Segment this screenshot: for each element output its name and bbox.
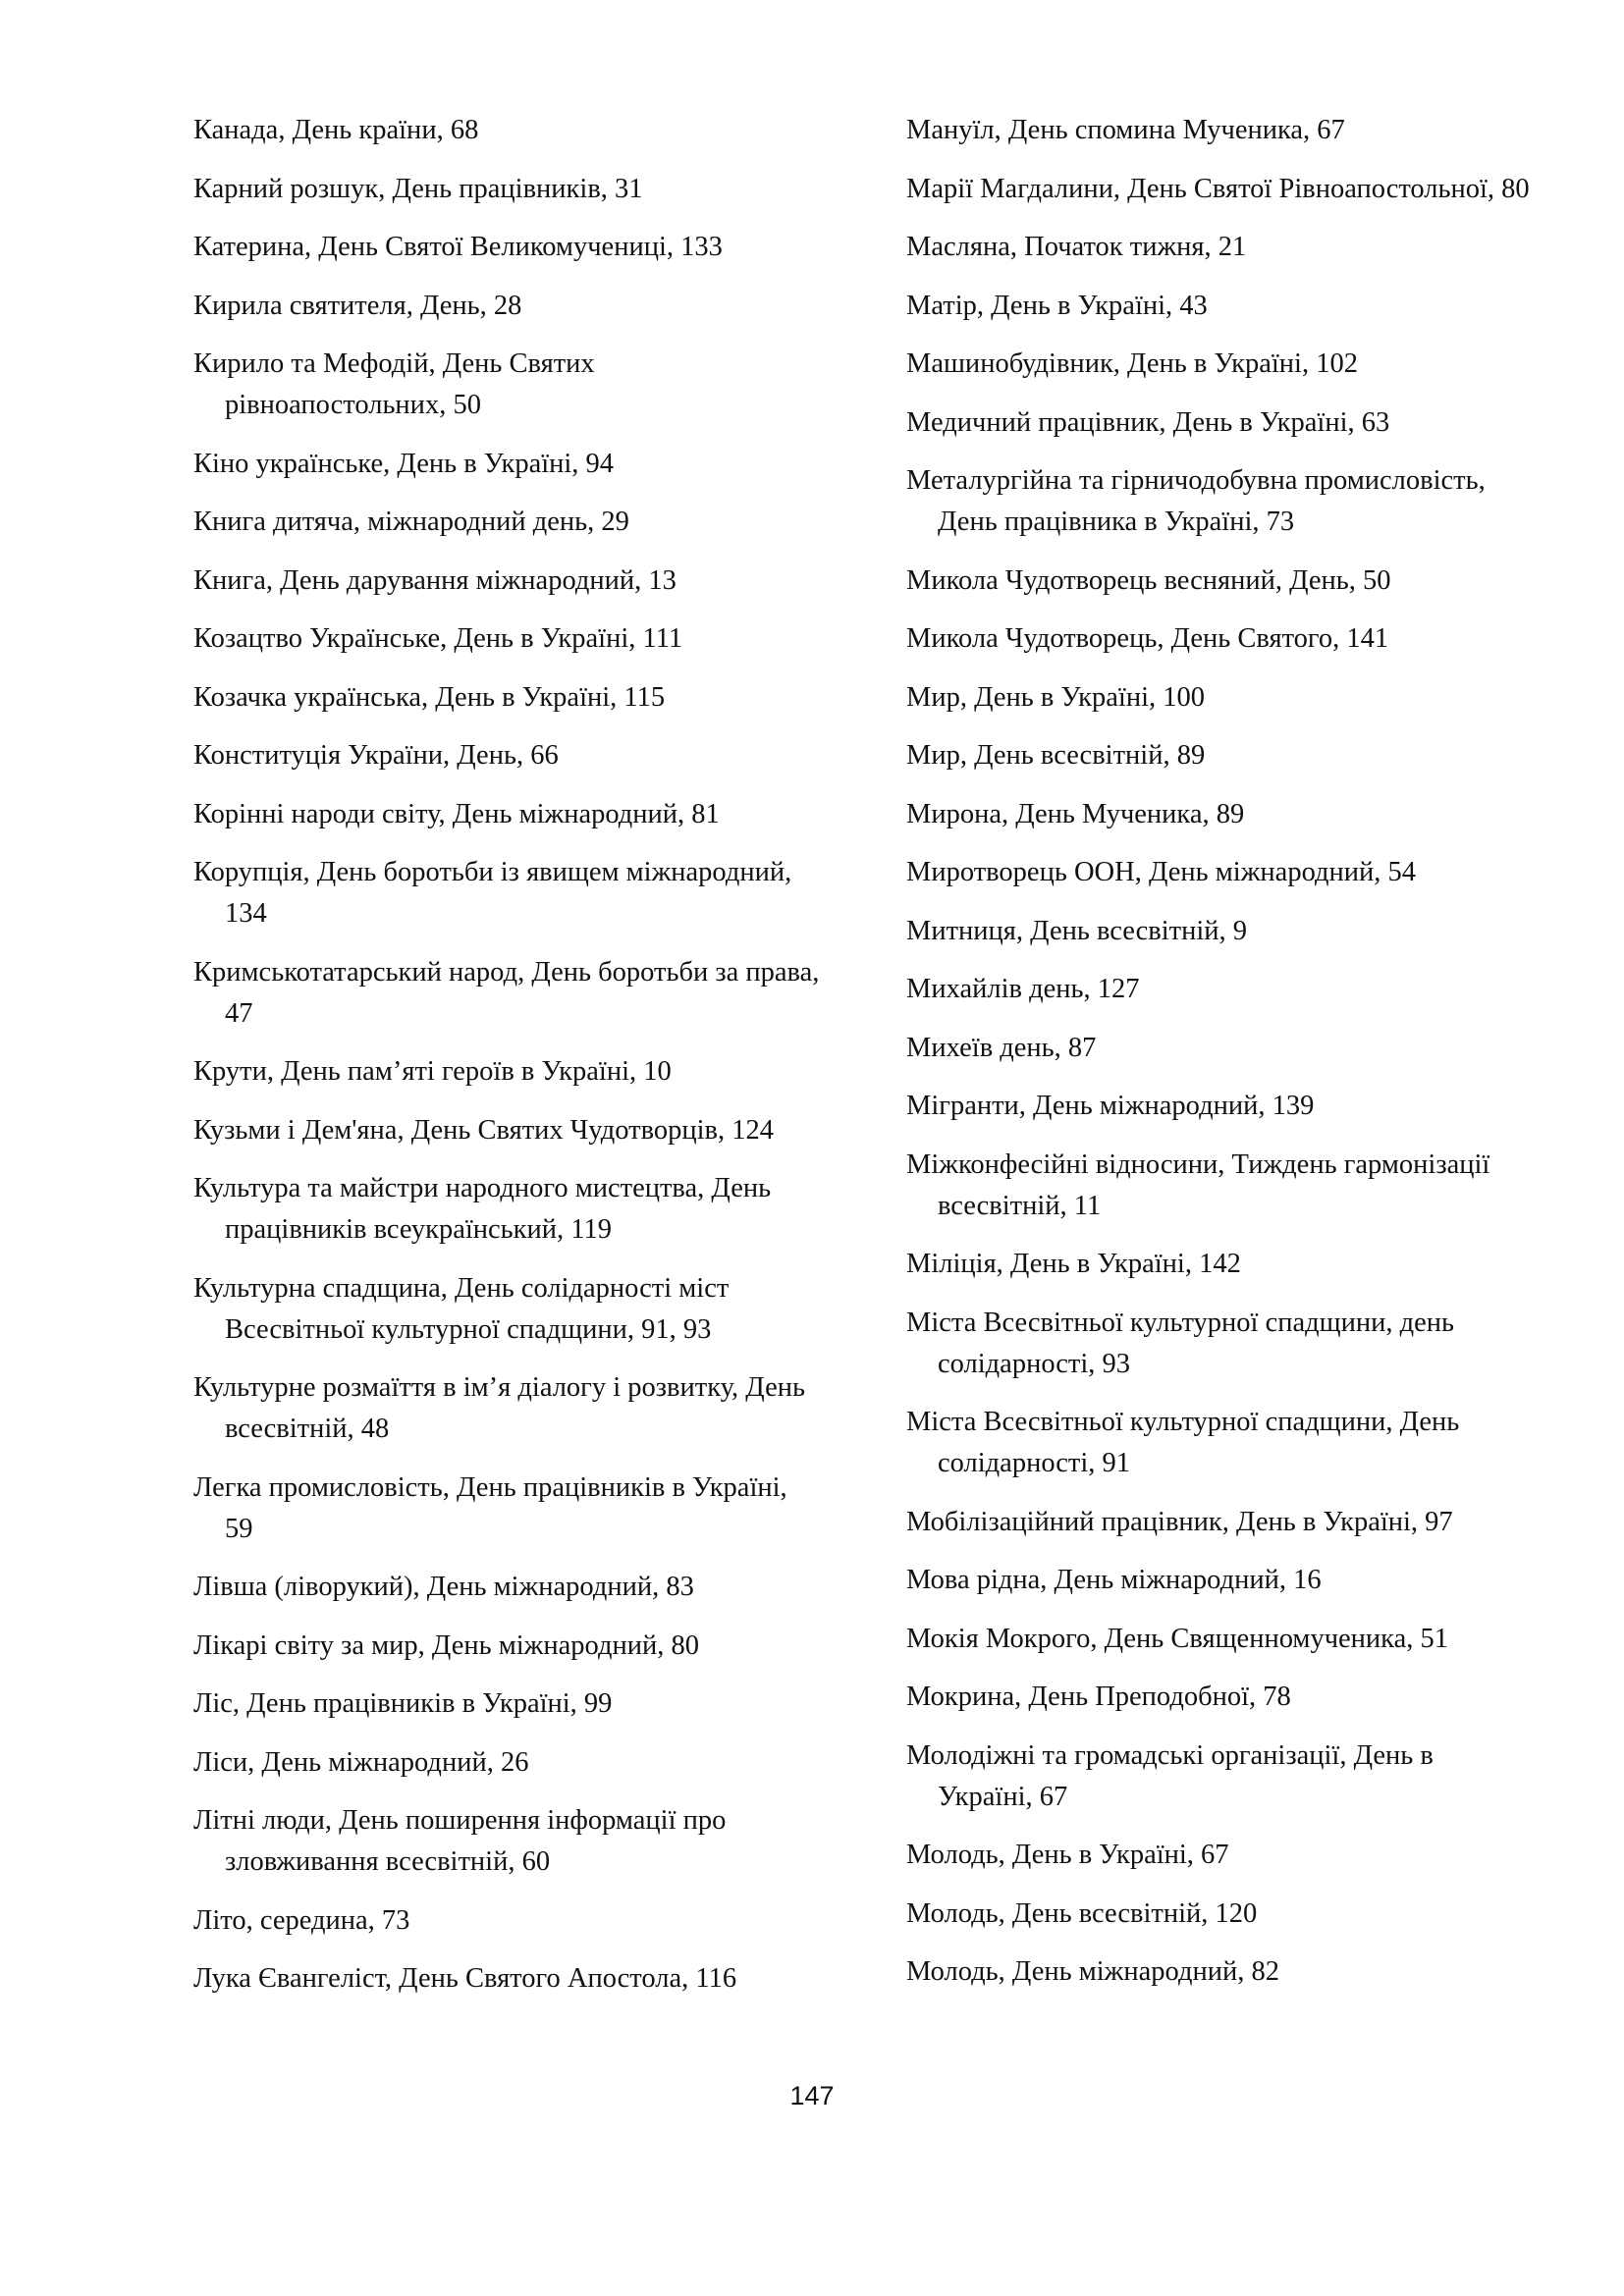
index-entry: Молодь, День міжнародний, 82 <box>906 1956 1279 1987</box>
index-column-left <box>193 110 822 2017</box>
index-entry: Микола Чудотворець весняний, День, 50 <box>906 564 1391 596</box>
index-entry: Кирило та Мефодій, День Святих рівноапостольних, 50 <box>193 348 595 420</box>
index-entry: Конституція України, День, 66 <box>193 740 559 771</box>
index-entry: Книга, День дарування міжнародний, 13 <box>193 564 677 596</box>
index-entry: Міста Всесвітньої культурної спадщини, День солідарності, 91 <box>906 1407 1460 1478</box>
index-entry: Лівша (ліворукий), День міжнародний, 83 <box>193 1572 694 1602</box>
index-entry: Мир, День всесвітній, 89 <box>906 740 1206 771</box>
index-entry: Ліси, День міжнародний, 26 <box>193 1746 529 1778</box>
index-entry: Митниця, День всесвітній, 9 <box>906 915 1248 946</box>
index-entry: Корінні народи світу, День міжнародний, 81 <box>193 798 720 829</box>
index-entry: Літо, середина, 73 <box>193 1904 410 1936</box>
index-entry: Ліс, День працівників в Україні, 99 <box>193 1688 613 1719</box>
index-entry: Масляна, Початок тижня, 21 <box>906 232 1247 262</box>
index-entry: Мігранти, День міжнародний, 139 <box>906 1091 1315 1121</box>
index-entry: Книга дитяча, міжнародний день, 29 <box>193 507 629 537</box>
index-entry: Лука Євангеліст, День Святого Апостола, 116 <box>193 1963 737 1994</box>
index-entry: Миротворець ООН, День міжнародний, 54 <box>906 857 1416 887</box>
index-entry: Культурна спадщина, День солідарності міст Всесвітньої культурної спадщини, 91, 93 <box>193 1272 730 1345</box>
index-entry: Мануїл, День спомина Мученика, 67 <box>906 115 1345 145</box>
index-entry: Корупція, День боротьби із явищем міжнародний, 134 <box>193 857 792 929</box>
index-entry: Матір, День в Україні, 43 <box>906 290 1208 321</box>
index-entry: Машинобудівник, День в Україні, 102 <box>906 348 1358 379</box>
index-entry: Медичний працівник, День в Україні, 63 <box>906 406 1390 438</box>
index-entry: Молодіжні та громадські організації, День в Україні, 67 <box>906 1739 1434 1812</box>
index-entry: Канада, День країни, 68 <box>193 115 479 145</box>
index-entry: Культура та майстри народного мистецтва, День працівників всеукраїнський, 119 <box>193 1173 772 1245</box>
index-entry: Кузьми і Дем'яна, День Святих Чудотворців, 124 <box>193 1114 774 1146</box>
index-entry: Козачка українська, День в Україні, 115 <box>193 681 666 713</box>
index-entry: Кирила святителя, День, 28 <box>193 290 522 321</box>
index-entry: Козацтво Українське, День в Україні, 111 <box>193 623 683 654</box>
index-entry: Молодь, День всесвітній, 120 <box>906 1897 1258 1929</box>
index-entry: Металургійна та гірничодобувна промисловість, День працівника в Україні, 73 <box>906 465 1486 537</box>
index-entry: Міста Всесвітньої культурної спадщини, день солідарності, 93 <box>906 1307 1454 1379</box>
index-entry: Мобілізаційний працівник, День в Україні, 97 <box>906 1506 1453 1537</box>
index-entry: Культурне розмаїття в ім’я діалогу і розвитку, День всесвітній, 48 <box>193 1372 805 1444</box>
index-entry: Мокрина, День Преподобної, 78 <box>906 1682 1291 1712</box>
index-entry: Кримськотатарський народ, День боротьби за права, 47 <box>193 956 820 1029</box>
index-entry: Михайлів день, 127 <box>906 974 1140 1004</box>
index-entry: Кіно українське, День в Україні, 94 <box>193 448 615 479</box>
index-entry: Крути, День пам’яті героїв в Україні, 10 <box>193 1056 672 1087</box>
index-entry: Марії Магдалини, День Святої Рівноапостольної, 80 <box>906 173 1530 204</box>
page-number: 147 <box>789 2081 835 2110</box>
index-entry: Міліція, День в Україні, 142 <box>906 1249 1241 1279</box>
index-entry: Михеїв день, 87 <box>906 1032 1097 1063</box>
index-entry: Мирона, День Мученика, 89 <box>906 798 1245 829</box>
index-entry: Легка промисловість, День працівників в Україні, 59 <box>193 1471 787 1544</box>
index-entry: Микола Чудотворець, День Святого, 141 <box>906 623 1389 654</box>
index-column-right <box>906 110 1535 2010</box>
index-entry: Міжконфесійні відносини, Тиждень гармонізації всесвітній, 11 <box>906 1148 1490 1221</box>
index-entry: Лікарі світу за мир, День міжнародний, 80 <box>193 1629 699 1661</box>
index-entry: Мокія Мокрого, День Священномученика, 51 <box>906 1623 1448 1654</box>
index-entry: Катерина, День Святої Великомучениці, 133 <box>193 232 723 262</box>
index-entry: Карний розшук, День працівників, 31 <box>193 173 643 204</box>
index-entry: Мир, День в Україні, 100 <box>906 681 1205 713</box>
index-entry: Літні люди, День поширення інформації про зловживання всесвітній, 60 <box>193 1805 727 1877</box>
index-entry: Молодь, День в Україні, 67 <box>906 1840 1229 1870</box>
index-entry: Мова рідна, День міжнародний, 16 <box>906 1565 1322 1595</box>
